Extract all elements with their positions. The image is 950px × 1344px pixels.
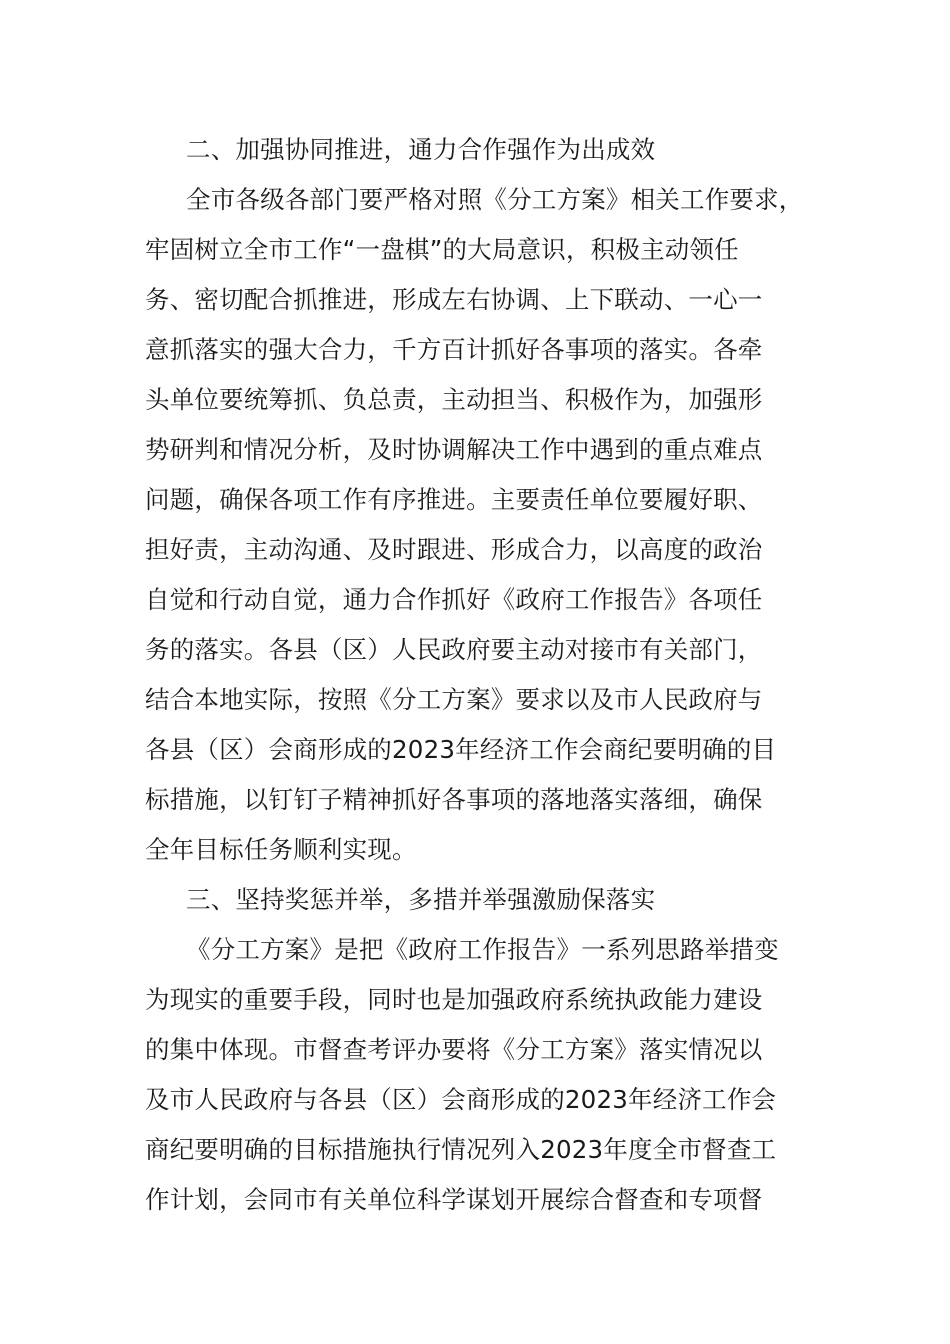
paragraph-line: 意抓落实的强大合力，千方百计抓好各事项的落实。各牵 <box>145 335 763 364</box>
paragraph-line: 及市人民政府与各县（区）会商形成的2023年经济工作会 <box>145 1085 777 1114</box>
paragraph-line: 为现实的重要手段，同时也是加强政府系统执政能力建设 <box>145 985 763 1014</box>
section-heading-2: 二、加强协同推进，通力合作强作为出成效 <box>186 135 656 164</box>
paragraph-line: 《分工方案》是把《政府工作报告》一系列思路举措变 <box>186 935 779 964</box>
paragraph-line: 问题，确保各项工作有序推进。主要责任单位要履好职、 <box>145 485 763 514</box>
paragraph-line: 务的落实。各县（区）人民政府要主动对接市有关部门， <box>145 635 763 664</box>
paragraph-line: 务、密切配合抓推进，形成左右协调、上下联动、一心一 <box>145 285 763 314</box>
paragraph-line: 全市各级各部门要严格对照《分工方案》相关工作要求， <box>186 185 804 214</box>
paragraph-line: 头单位要统筹抓、负总责，主动担当、积极作为，加强形 <box>145 385 763 414</box>
paragraph-line: 全年目标任务顺利实现。 <box>145 835 417 864</box>
paragraph-line: 势研判和情况分析，及时协调解决工作中遇到的重点难点 <box>145 435 763 464</box>
paragraph-line: 牢固树立全市工作“一盘棋”的大局意识，积极主动领任 <box>145 235 739 264</box>
paragraph-line: 作计划，会同市有关单位科学谋划开展综合督查和专项督 <box>145 1185 763 1214</box>
paragraph-line: 担好责，主动沟通、及时跟进、形成合力，以高度的政治 <box>145 535 763 564</box>
paragraph-line: 商纪要明确的目标措施执行情况列入2023年度全市督查工 <box>145 1135 777 1164</box>
paragraph-line: 结合本地实际，按照《分工方案》要求以及市人民政府与 <box>145 685 763 714</box>
paragraph-line: 的集中体现。市督查考评办要将《分工方案》落实情况以 <box>145 1035 763 1064</box>
paragraph-line: 标措施，以钉钉子精神抓好各事项的落地落实落细，确保 <box>145 785 763 814</box>
section-heading-3: 三、坚持奖惩并举，多措并举强激励保落实 <box>186 885 656 914</box>
paragraph-line: 各县（区）会商形成的2023年经济工作会商纪要明确的目 <box>145 735 777 764</box>
paragraph-line: 自觉和行动自觉，通力合作抓好《政府工作报告》各项任 <box>145 585 763 614</box>
